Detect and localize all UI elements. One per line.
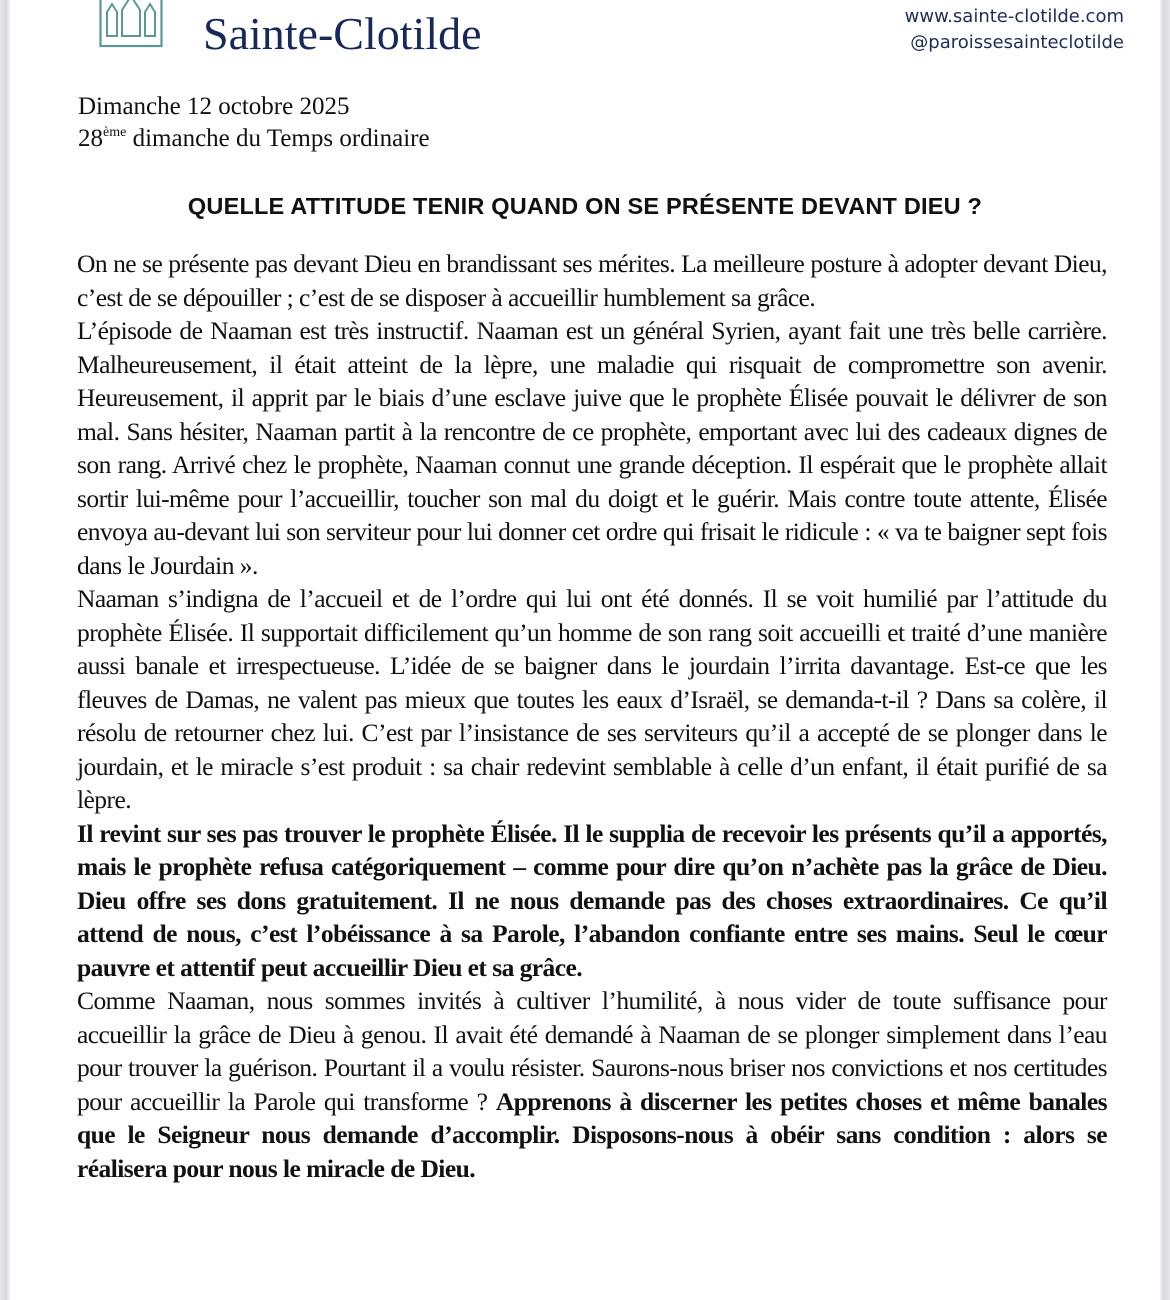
website-link[interactable]: www.sainte-clotilde.com — [904, 6, 1124, 27]
page-title: QUELLE ATTITUDE TENIR QUAND ON SE PRÉSENTE DEVANT DIEU ? — [187, 193, 983, 219]
liturgical-day — [78, 123, 430, 155]
date-line: Dimanche 12 octobre 2025 — [78, 93, 350, 120]
page-edge-right — [1160, 0, 1170, 1300]
parish-name: Sainte-Clotilde — [203, 8, 482, 59]
ordinal-suffix: ème — [103, 125, 127, 140]
liturgical-day-text: dimanche du Temps ordinaire — [126, 125, 430, 152]
social-handle[interactable]: @paroissesainteclotilde — [910, 32, 1124, 53]
contact-info — [905, 4, 1124, 56]
paragraph-grace-emphasis: Il revint sur ses pas trouver le prophète Élisée. Il le supplia de recevoir les présents qu’il a apportés, mais le prophète refusa catégoriquement – comme pour dire qu’on n’achète pas la grâce de Dieu. Dieu offre ses dons gratuitement. Il ne nous demande pas des choses extraordinaires. Ce qu’il attend de nous, c’est l’obéissance à sa Parole, l’abandon confiante entre ses mains. Seul le cœur pauvre et attentif peut accueillir Dieu et sa grâce. — [77, 818, 1107, 982]
conclusion-regular-text: Comme Naaman, nous sommes invités à cultiver l’humilité, à nous vider de toute suffisance pour accueillir la grâce de Dieu à genou. Il avait été demandé à Naaman de se plonger simplement dans l’eau pour trouver la guérison. Pourtant il a voulu résister. Saurons-nous briser nos convictions et nos certitudes pour accueillir la Parole qui transforme ? — [77, 986, 1107, 1116]
page-edge-left — [0, 0, 10, 1300]
paragraph-naaman-story: L’épisode de Naaman est très instructif. Naaman est un général Syrien, ayant fait une très belle carrière. Malheureusement, il était atteint de la lèpre, une maladie qui risquait de compromettre son avenir. Heureusement, il apprit par le biais d’une esclave juive que le prophète Élisée pouvait le délivrer de son mal. Sans hésiter, Naaman partit à la rencontre de ce prophète, emportant avec lui des cadeaux dignes de son rang. Arrivé chez le prophète, Naaman connut une grande déception. Il espérait que le prophète allait sortir lui-même pour l’accueillir, toucher son mal du doigt et le guérir. Mais contre toute attente, Élisée envoya au-devant lui son serviteur pour lui donner cet ordre qui frisait le ridicule : « va te baigner sept fois dans le Jourdain ». — [77, 316, 1107, 580]
homily-body — [77, 247, 1107, 1185]
paragraph-intro: On ne se présente pas devant Dieu en brandissant ses mérites. La meilleure posture à adopter devant Dieu, c’est de se dépouiller ; c’est de se disposer à accueillir humblement sa grâce. — [77, 249, 1107, 312]
conclusion-bold-text: Apprenons à discerner les petites choses et même banales que le Seigneur nous demande d’accomplir. Disposons-nous à obéir sans condition : alors se réalisera pour nous le miracle de Dieu. — [77, 1086, 1107, 1183]
document-page — [10, 0, 1160, 1300]
date-block — [78, 91, 430, 155]
church-spires-icon — [99, 0, 163, 50]
paragraph-conclusion — [77, 984, 1107, 1185]
paragraph-naaman-indignation: Naaman s’indigna de l’accueil et de l’ordre qui lui ont été donnés. Il se voit humilié par l’attitude du prophète Élisée. Il supportait difficilement qu’un homme de son rang soit accueilli et traité d’une manière aussi banale et irrespectueuse. L’idée de se baigner dans le jourdain l’irrita davantage. Est-ce que les fleuves de Damas, ne valent pas mieux que toutes les eaux d’Israël, se demanda-t-il ? Dans sa colère, il résolu de retourner chez lui. C’est par l’insistance de ses serviteurs qu’il a accepté de se plonger dans le jourdain, et le miracle s’est produit : sa chair redevint semblable à celle d’un enfant, il était purifié de sa lèpre. — [77, 584, 1107, 814]
sunday-number: 28 — [78, 125, 103, 152]
